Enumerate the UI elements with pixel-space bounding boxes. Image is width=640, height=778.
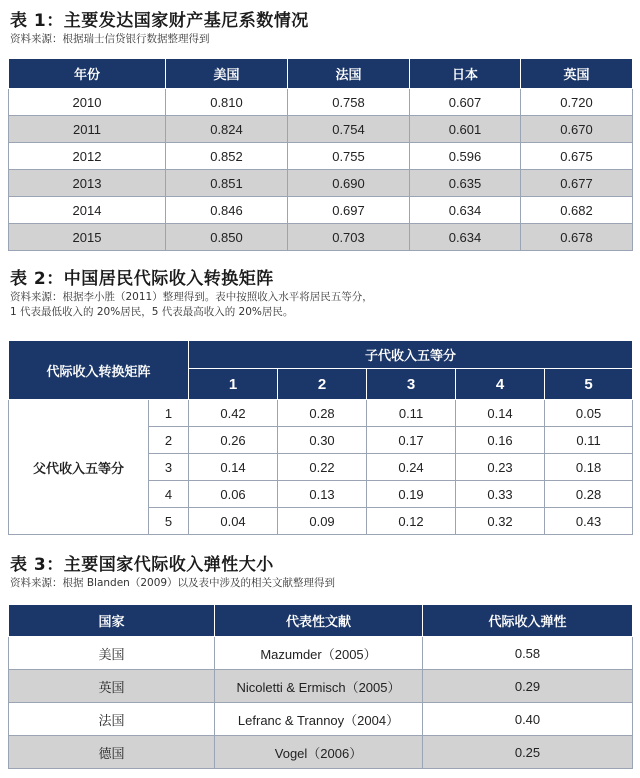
table-row <box>9 224 633 251</box>
table-cell: 0.14 <box>189 454 278 481</box>
table-cell: Mazumder（2005） <box>215 637 423 670</box>
table1-header-year: 年份 <box>9 59 166 89</box>
table-cell: 0.720 <box>521 89 633 116</box>
table-cell: 0.25 <box>423 736 633 769</box>
table-cell: 0.634 <box>410 197 521 224</box>
table-cell: 0.12 <box>367 508 456 535</box>
table2-col-label: 1 <box>189 369 278 400</box>
table3-header-elasticity: 代际收入弹性 <box>423 605 633 637</box>
table-cell: Vogel（2006） <box>215 736 423 769</box>
table-cell: 0.04 <box>189 508 278 535</box>
table-cell: 0.32 <box>456 508 545 535</box>
table-cell: 0.852 <box>166 143 288 170</box>
table-cell: 0.690 <box>288 170 410 197</box>
table-cell: 0.607 <box>410 89 521 116</box>
table2-col-label: 2 <box>278 369 367 400</box>
table-row <box>9 170 633 197</box>
table-cell: 0.635 <box>410 170 521 197</box>
table-cell: 0.24 <box>367 454 456 481</box>
table-cell: 德国 <box>9 736 215 769</box>
table2-corner-label: 代际收入转换矩阵 <box>9 341 189 400</box>
table-cell: 0.851 <box>166 170 288 197</box>
table-cell: 0.43 <box>545 508 633 535</box>
table-cell: 0.58 <box>423 637 633 670</box>
table-cell: 法国 <box>9 703 215 736</box>
table1-source: 资料来源：根据瑞士信贷银行数据整理得到 <box>10 33 210 45</box>
table-cell: 0.11 <box>545 427 633 454</box>
table-cell: 2011 <box>9 116 166 143</box>
table-row <box>9 400 633 427</box>
table2-source-line2: 1 代表最低收入的 20%居民，5 代表最高收入的 20%居民。 <box>10 306 294 318</box>
table-cell: 0.697 <box>288 197 410 224</box>
table-cell: 0.18 <box>545 454 633 481</box>
table-cell: 0.810 <box>166 89 288 116</box>
table2-row-label: 1 <box>149 400 189 427</box>
table-cell: 0.28 <box>278 400 367 427</box>
table-cell: 0.703 <box>288 224 410 251</box>
table3-title: 表 3：主要国家代际收入弹性大小 <box>10 555 274 575</box>
table-cell: 0.06 <box>189 481 278 508</box>
table-cell: 2012 <box>9 143 166 170</box>
table-cell: 2015 <box>9 224 166 251</box>
table2-col-label: 3 <box>367 369 456 400</box>
table-cell: 0.682 <box>521 197 633 224</box>
table3-source: 资料来源：根据 Blanden（2009）以及表中涉及的相关文献整理得到 <box>10 577 336 589</box>
table-row <box>9 703 633 736</box>
table-cell: 0.824 <box>166 116 288 143</box>
table-cell: 0.11 <box>367 400 456 427</box>
table-cell: 英国 <box>9 670 215 703</box>
table-cell: 0.16 <box>456 427 545 454</box>
table1-header-uk: 英国 <box>521 59 633 89</box>
table-cell: 0.14 <box>456 400 545 427</box>
table-cell: 美国 <box>9 637 215 670</box>
table-cell: 0.33 <box>456 481 545 508</box>
table-cell: 0.26 <box>189 427 278 454</box>
table3-header-country: 国家 <box>9 605 215 637</box>
table2-col-label: 4 <box>456 369 545 400</box>
table2-source-line1: 资料来源：根据李小胜（2011）整理得到。表中按照收入水平将居民五等分， <box>10 291 373 303</box>
table2-row-label: 2 <box>149 427 189 454</box>
table-cell: 0.17 <box>367 427 456 454</box>
table-cell: 0.28 <box>545 481 633 508</box>
table-row <box>9 116 633 143</box>
table3 <box>8 604 633 769</box>
table1-header-france: 法国 <box>288 59 410 89</box>
table-cell: 0.29 <box>423 670 633 703</box>
table-cell: 0.755 <box>288 143 410 170</box>
table3-header-row <box>9 605 633 637</box>
table2-header-row <box>9 341 633 369</box>
table-row <box>9 89 633 116</box>
table-row <box>9 197 633 224</box>
table2-child-label: 子代收入五等分 <box>189 341 633 369</box>
table3-header-literature: 代表性文献 <box>215 605 423 637</box>
table-cell: 0.09 <box>278 508 367 535</box>
table1-header-usa: 美国 <box>166 59 288 89</box>
table-cell: 0.846 <box>166 197 288 224</box>
table-cell: 0.677 <box>521 170 633 197</box>
table-cell: 0.22 <box>278 454 367 481</box>
table-cell: 0.634 <box>410 224 521 251</box>
table-cell: 0.670 <box>521 116 633 143</box>
table-cell: 0.754 <box>288 116 410 143</box>
table-cell: Lefranc & Trannoy（2004） <box>215 703 423 736</box>
table-cell: 0.42 <box>189 400 278 427</box>
table1-title: 表 1：主要发达国家财产基尼系数情况 <box>10 11 309 31</box>
table-row <box>9 637 633 670</box>
table2 <box>8 340 633 535</box>
table-cell: 0.23 <box>456 454 545 481</box>
table-cell: 0.40 <box>423 703 633 736</box>
table-cell: Nicoletti & Ermisch（2005） <box>215 670 423 703</box>
table-cell: 2014 <box>9 197 166 224</box>
table-cell: 2013 <box>9 170 166 197</box>
table-row <box>9 670 633 703</box>
table-cell: 0.13 <box>278 481 367 508</box>
table-row <box>9 143 633 170</box>
table1-header-japan: 日本 <box>410 59 521 89</box>
table-cell: 0.596 <box>410 143 521 170</box>
table2-parent-label: 父代收入五等分 <box>9 400 149 535</box>
table-cell: 0.678 <box>521 224 633 251</box>
table-cell: 0.758 <box>288 89 410 116</box>
table-cell: 0.850 <box>166 224 288 251</box>
table2-row-label: 5 <box>149 508 189 535</box>
table1-header-row <box>9 59 633 89</box>
table-cell: 0.19 <box>367 481 456 508</box>
table-cell: 2010 <box>9 89 166 116</box>
table1 <box>8 58 633 251</box>
table2-col-label: 5 <box>545 369 633 400</box>
table-cell: 0.601 <box>410 116 521 143</box>
table2-row-label: 4 <box>149 481 189 508</box>
table-cell: 0.675 <box>521 143 633 170</box>
table2-row-label: 3 <box>149 454 189 481</box>
table-cell: 0.05 <box>545 400 633 427</box>
table2-title: 表 2：中国居民代际收入转换矩阵 <box>10 269 274 289</box>
table-cell: 0.30 <box>278 427 367 454</box>
table-row <box>9 736 633 769</box>
